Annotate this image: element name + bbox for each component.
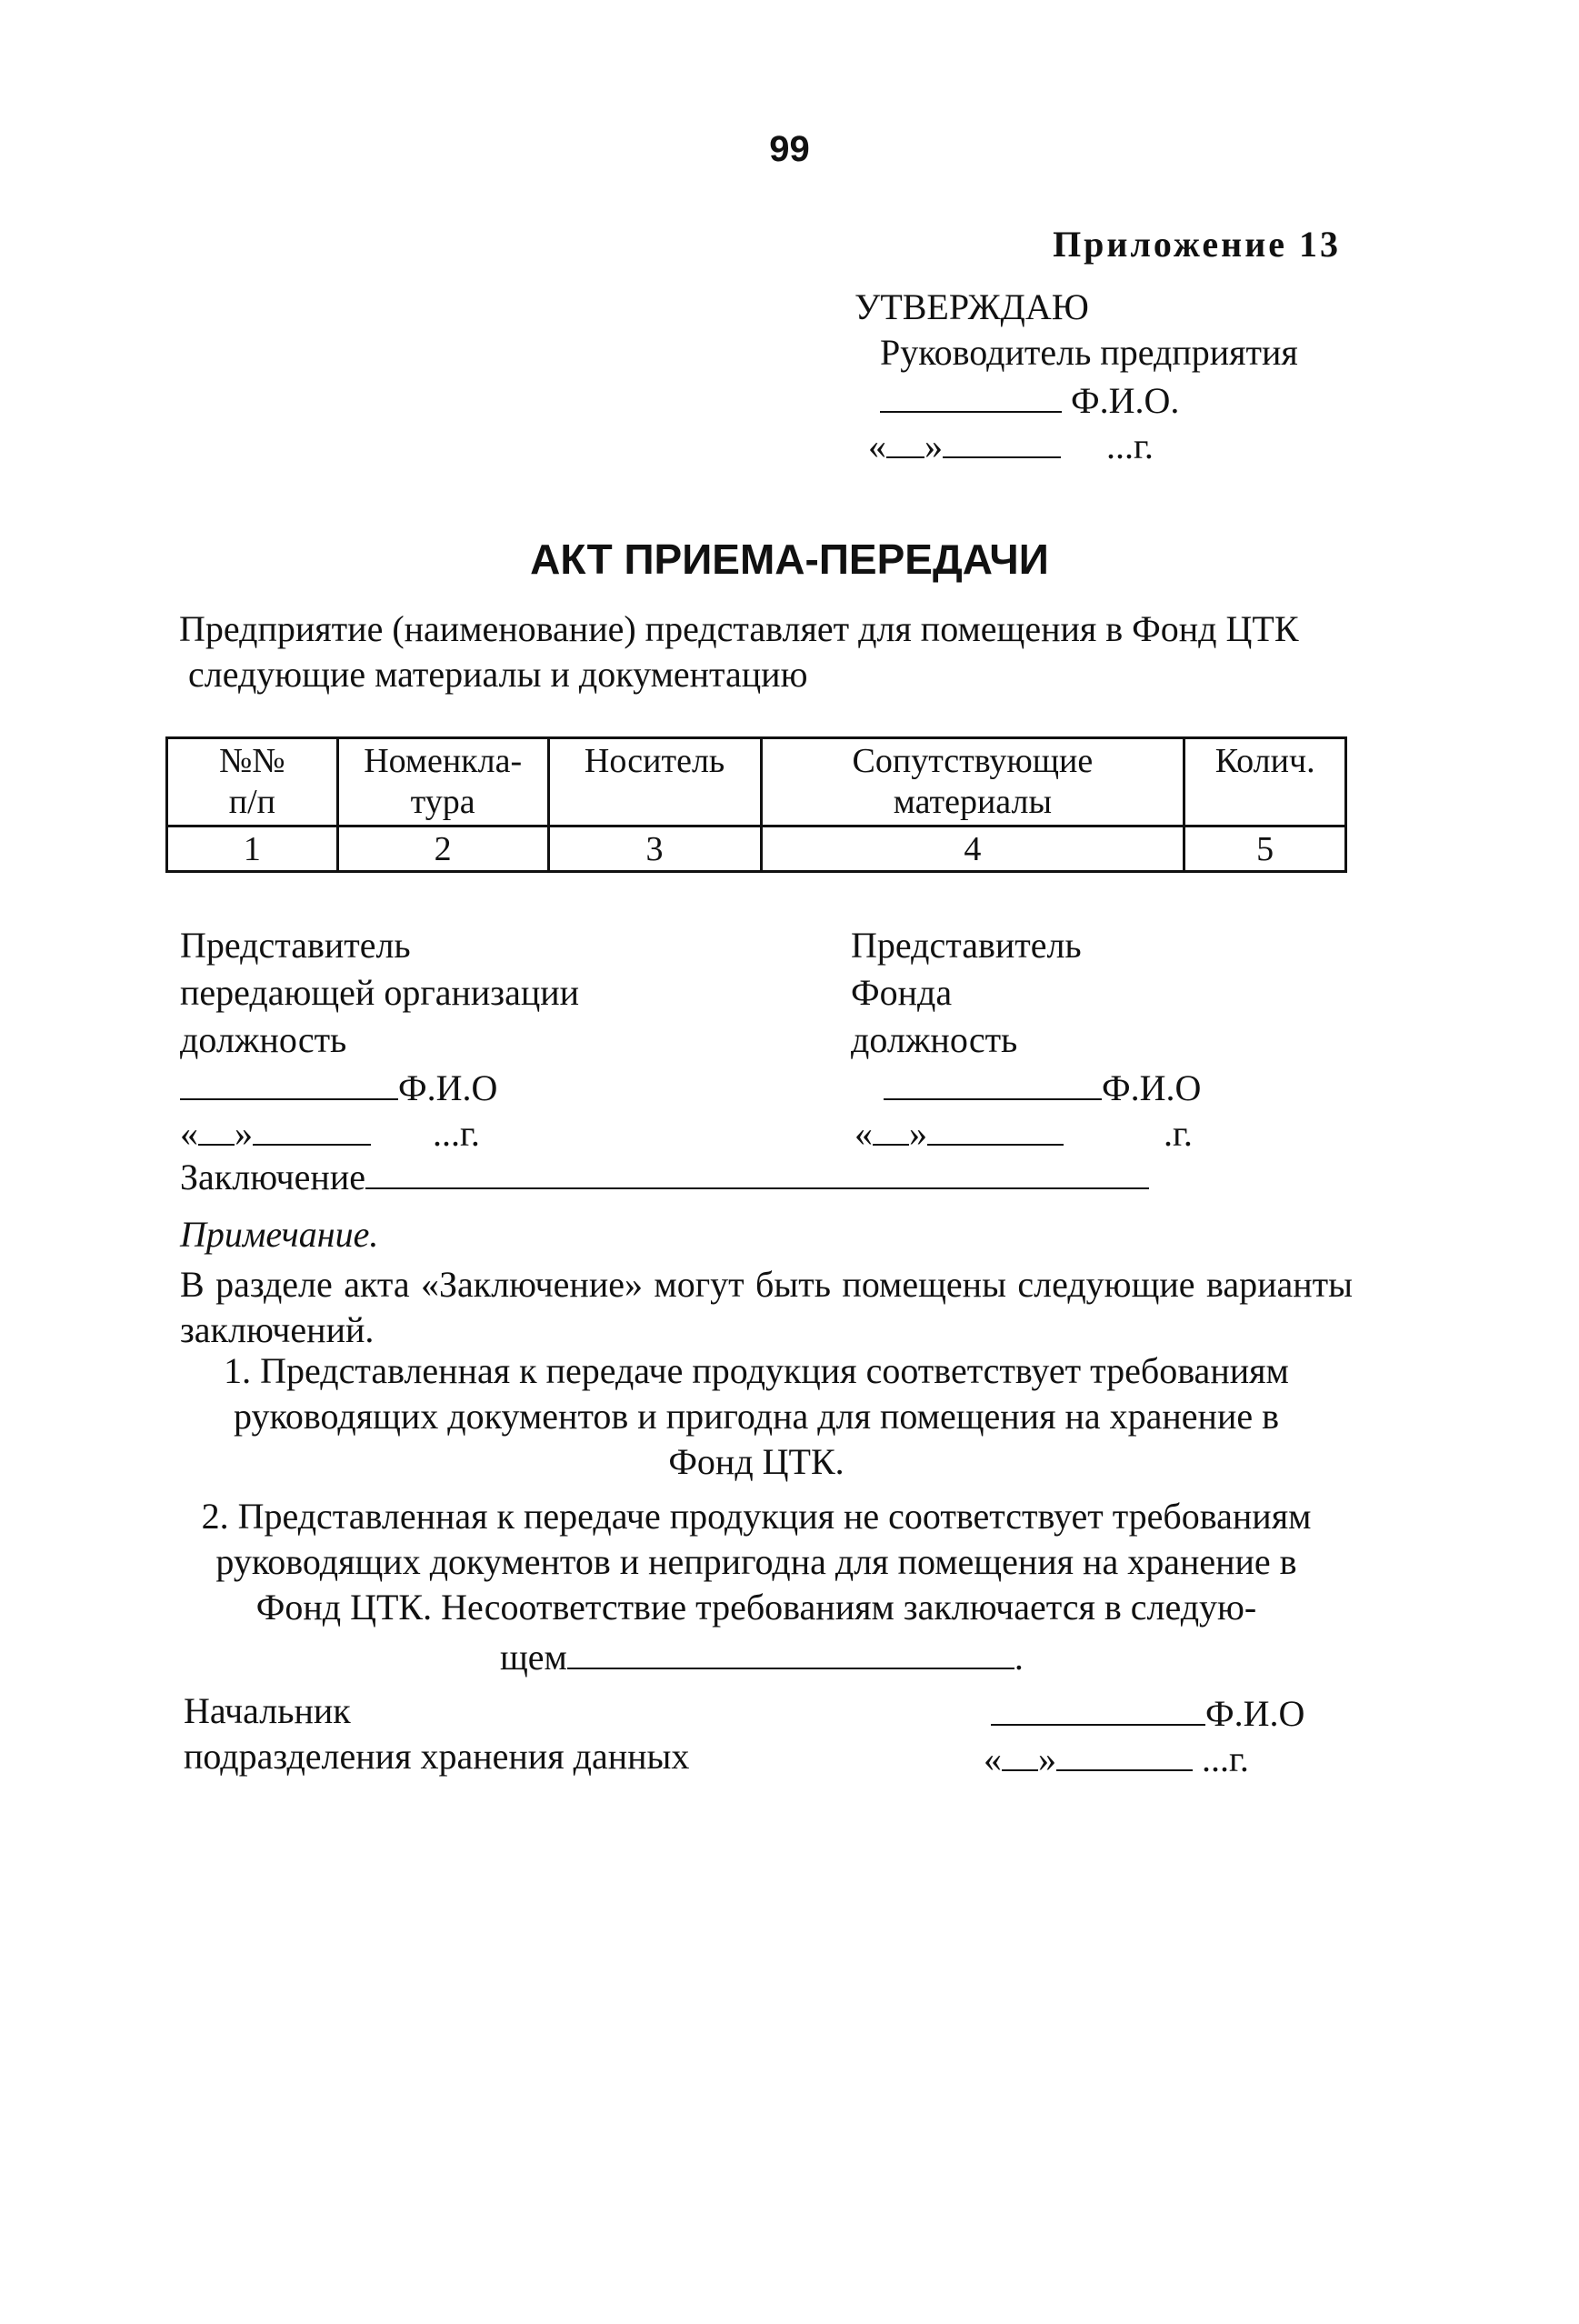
quote-open: « (180, 1113, 198, 1154)
right-rep-fio-line (884, 1067, 1201, 1107)
approver-fio-line (880, 380, 1179, 419)
quote-close: » (235, 1113, 253, 1154)
day-blank (1002, 1738, 1038, 1771)
head-fio-line (991, 1693, 1304, 1732)
year-suffix: ...г. (433, 1113, 480, 1154)
document-title: АКТ ПРИЕМА-ПЕРЕДАЧИ (530, 536, 1049, 583)
left-rep-fio-line (180, 1067, 497, 1107)
approver-fio: Ф.И.О. (1071, 380, 1180, 421)
table-header-row (167, 738, 1346, 826)
left-rep-fio: Ф.И.О (398, 1067, 498, 1108)
quote-open: « (984, 1738, 1002, 1779)
approval-heading: УТВЕРЖДАЮ (854, 286, 1089, 327)
header-cell-materials: Сопутствующие материалы (761, 738, 1184, 826)
page-number: 99 (769, 129, 810, 169)
signature-blank (884, 1067, 1102, 1100)
conclusion-blank (365, 1157, 1149, 1189)
right-rep-position: должность (851, 1019, 1018, 1060)
head-title-line-2: подразделения хранения данных (184, 1736, 690, 1777)
year-suffix: .г. (1164, 1113, 1193, 1154)
table-cell: 3 (548, 826, 761, 872)
variant-1-line-2: руководящих документов и пригодна для помещения на хранение в (234, 1396, 1279, 1437)
quote-close: » (924, 426, 943, 466)
appendix-label: Приложение 13 (1053, 224, 1341, 265)
day-blank (886, 426, 924, 458)
header-cell-number: №№ п/п (167, 738, 338, 826)
month-blank (1056, 1738, 1193, 1771)
year-suffix: ...г. (1202, 1738, 1249, 1779)
month-blank (927, 1113, 1064, 1146)
reason-blank (567, 1637, 1014, 1669)
day-blank (198, 1113, 235, 1146)
approver-role: Руководитель предприятия (880, 332, 1298, 373)
month-blank (253, 1113, 371, 1146)
note-heading: Примечание. (180, 1214, 379, 1255)
head-date-line (984, 1738, 1249, 1778)
approver-date-line (868, 426, 1154, 465)
left-rep-line-2: передающей организации (180, 972, 580, 1013)
variant-2-word: щем (500, 1637, 567, 1678)
signature-blank (880, 380, 1062, 413)
day-blank (873, 1113, 909, 1146)
note-text: В разделе акта «Заключение» могут быть помещены следующие варианты заключений. (180, 1264, 1353, 1350)
table-cell: 4 (761, 826, 1184, 872)
table-cell: 5 (1184, 826, 1346, 872)
intro-line-1: Предприятие (наименование) представляет для помещения в Фонд ЦТК (179, 608, 1299, 649)
variant-1-line-3: Фонд ЦТК. (668, 1441, 844, 1482)
header-cell-nomenclature: Номенкла- тура (337, 738, 548, 826)
materials-table (165, 736, 1347, 873)
month-blank (943, 426, 1061, 458)
quote-open: « (854, 1113, 873, 1154)
variant-1-line-1: 1. Представленная к передаче продукция соответствует требованиям (224, 1350, 1289, 1391)
variant-2-line-1: 2. Представленная к передаче продукция не соответствует требованиям (201, 1496, 1312, 1537)
table-cell: 1 (167, 826, 338, 872)
header-cell-quantity: Колич. (1184, 738, 1346, 826)
left-rep-date-line (180, 1113, 480, 1152)
conclusion-line (180, 1157, 1149, 1196)
right-rep-line-2: Фонда (851, 972, 953, 1013)
intro-line-2: следующие материалы и документацию (188, 654, 808, 695)
left-rep-line-1: Представитель (180, 925, 411, 966)
head-title-line-1: Начальник (184, 1690, 351, 1731)
right-rep-line-1: Представитель (851, 925, 1082, 966)
right-rep-fio: Ф.И.О (1102, 1067, 1202, 1108)
left-rep-position: должность (180, 1019, 347, 1060)
head-fio: Ф.И.О (1205, 1693, 1305, 1734)
quote-open: « (868, 426, 886, 466)
quote-close: » (909, 1113, 927, 1154)
table-number-row (167, 826, 1346, 872)
year-suffix: ...г. (1106, 426, 1154, 466)
right-rep-date-line (854, 1113, 1193, 1152)
variant-2-line-3: Фонд ЦТК. Несоответствие требованиям заключается в следую- (255, 1587, 1257, 1628)
conclusion-label: Заключение (180, 1157, 365, 1197)
quote-close: » (1038, 1738, 1056, 1779)
header-cell-medium: Носитель (548, 738, 761, 826)
variant-2-line-2: руководящих документов и непригодна для помещения на хранение в (215, 1541, 1297, 1582)
table-cell: 2 (337, 826, 548, 872)
signature-blank (180, 1067, 398, 1100)
signature-blank (991, 1693, 1205, 1726)
period: . (1014, 1637, 1024, 1678)
variant-2-line-4 (500, 1637, 1024, 1676)
